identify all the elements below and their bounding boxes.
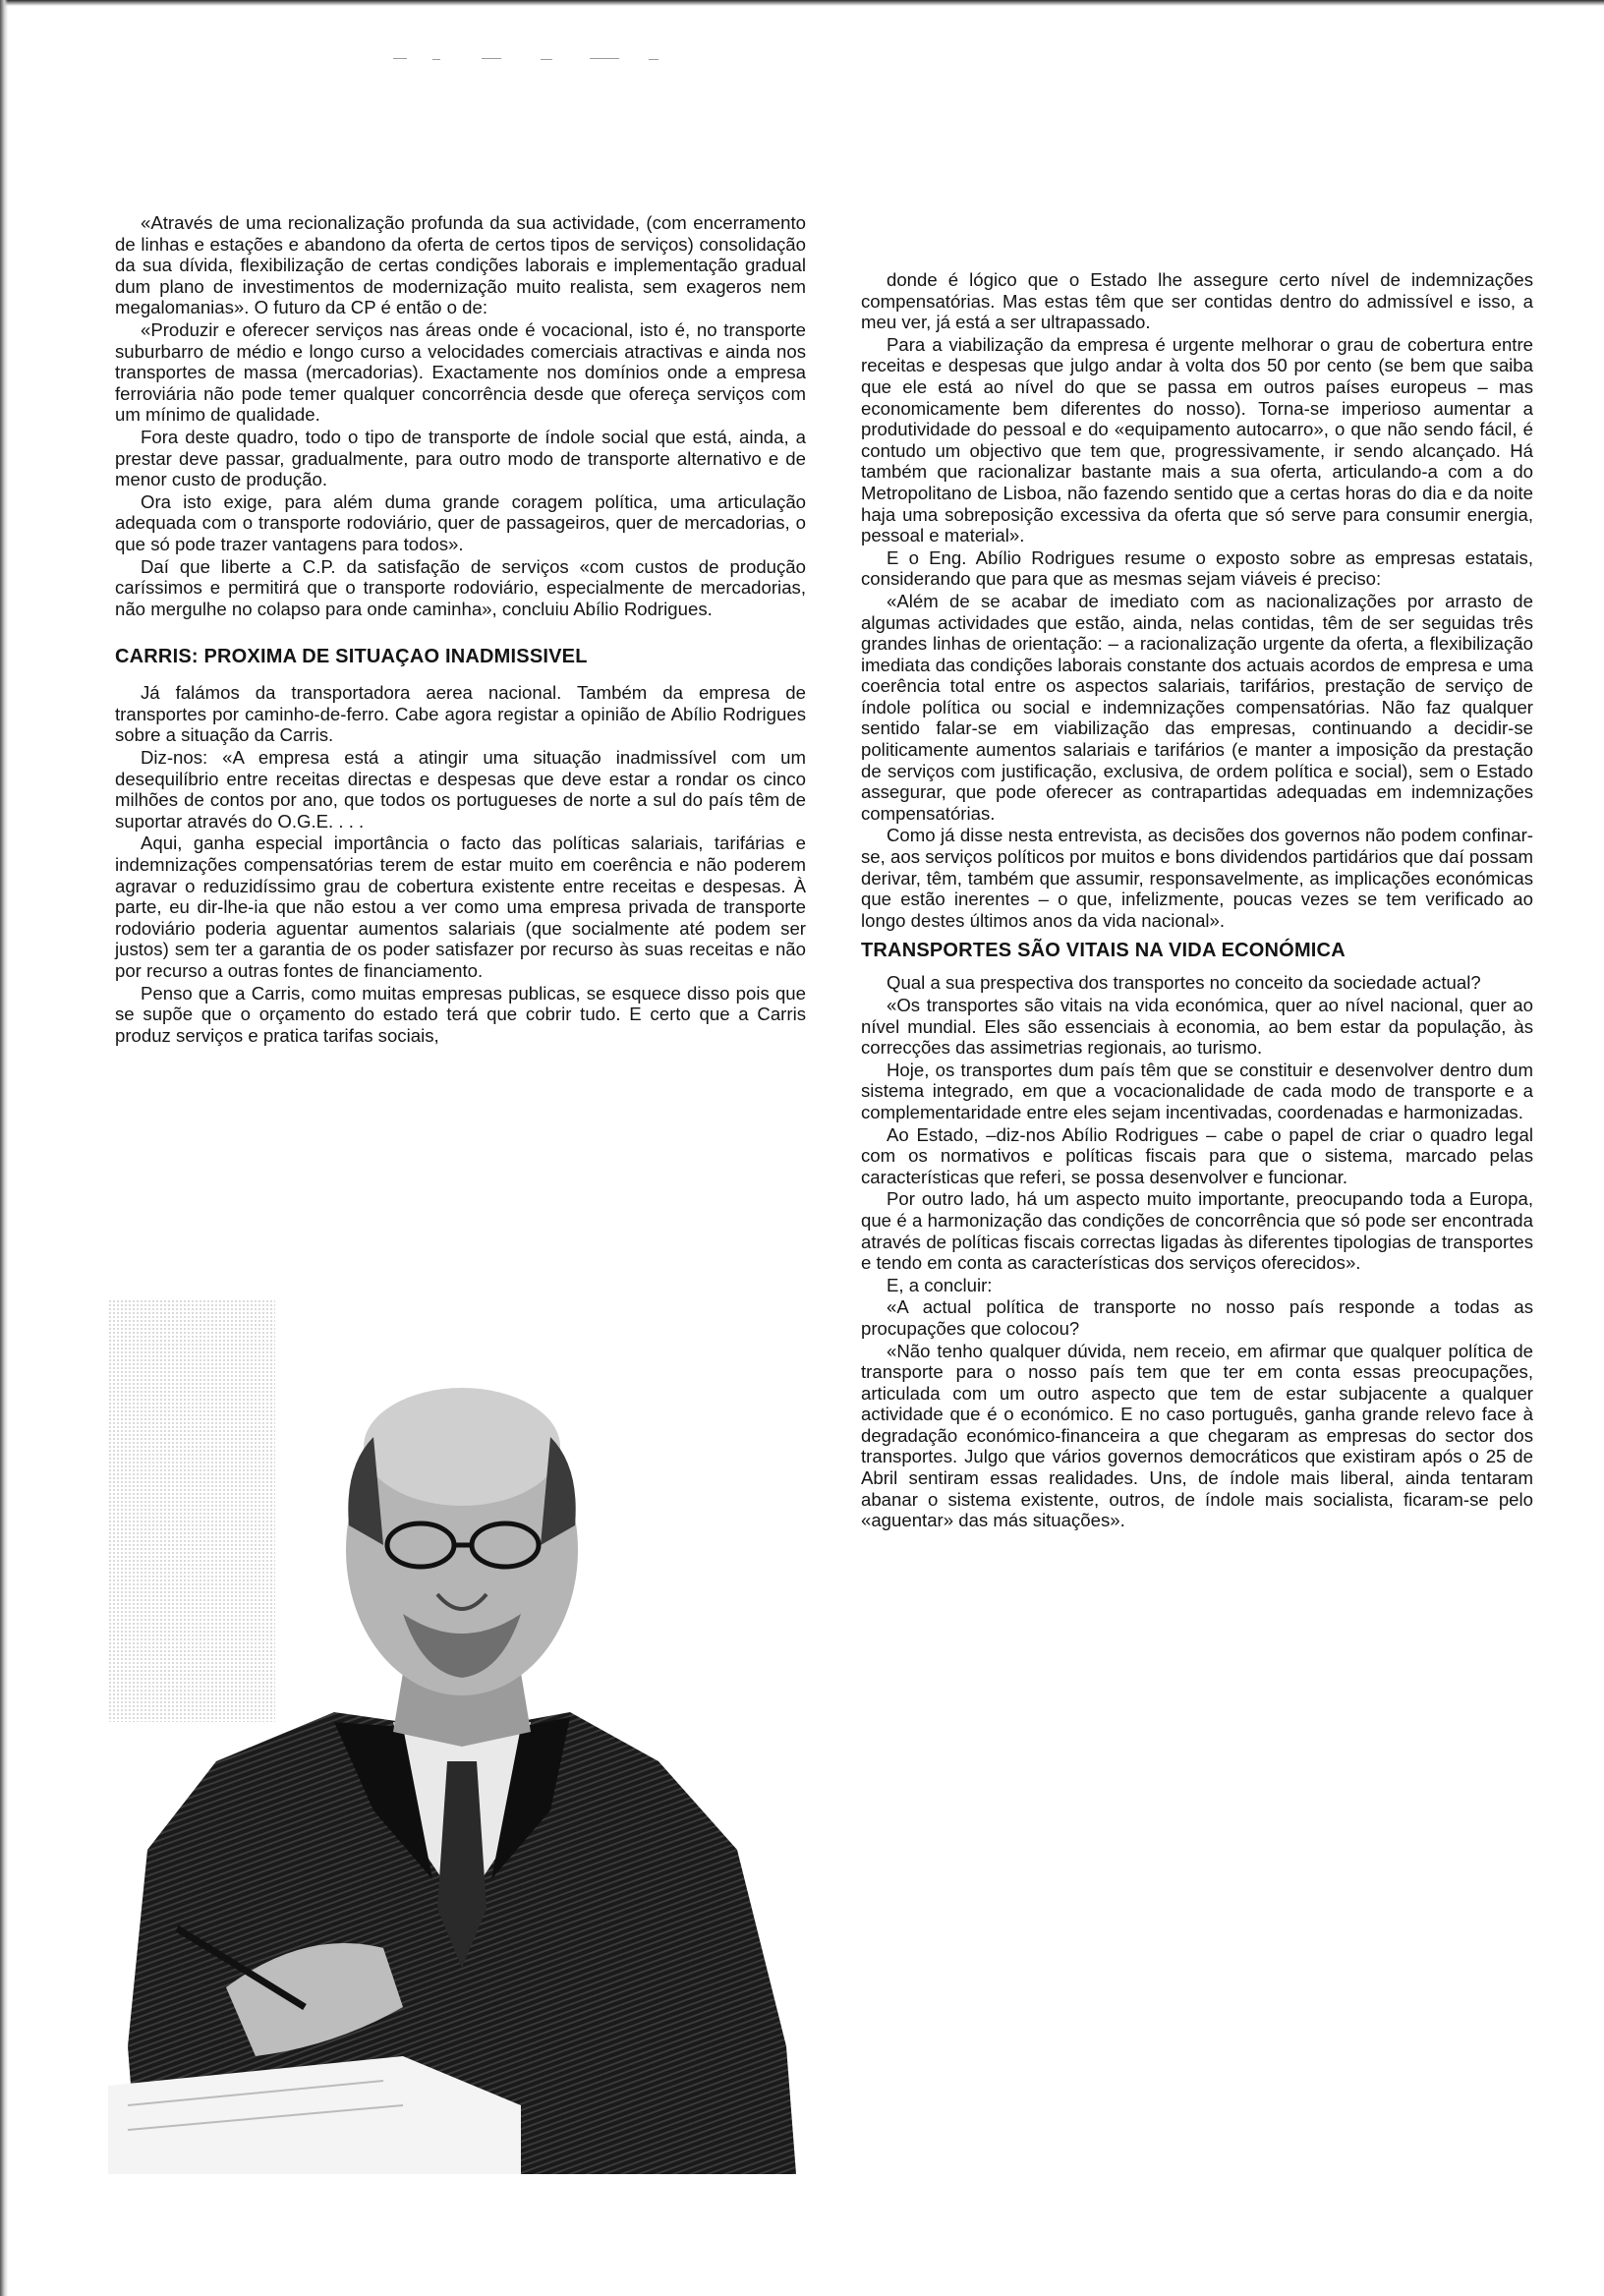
paragraph: Para a viabilização da empresa é urgente melhorar o grau de cobertura entre receitas e despesas que julgo andar à volta dos 50 por cento (se bem que saiba que ele está ao nível do que se passa em outros países europeus – mas economicamente bem diferentes do nosso). Torna-se imperioso aumentar a produtividade do pessoal e do «equipamento autocarro», o que não sendo fácil, é contudo um objectivo que tem que, progressivamente, ir sendo alcançado. Há também que racionalizar bastante mais a sua oferta, articulando-a com a do Metropolitano de Lisboa, não fazendo sentido que a certas horas do dia e da noite haja uma sobreposição excessiva da oferta que só serve para consumir energia, pessoal e material». bbox=[861, 333, 1533, 546]
paragraph: Diz-nos: «A empresa está a atingir uma situação inadmissível com um desequilíbrio entre receitas directas e despesas que deve estar a rondar os cinco milhões de contos por ano, que todos os portugueses de norte a sul do país têm de suportar através do O.G.E. . . . bbox=[115, 747, 806, 832]
section-heading-carris: CARRIS: PROXIMA DE SITUAÇAO INADMISSIVEL bbox=[115, 646, 588, 668]
paragraph: E o Eng. Abílio Rodrigues resume o exposto sobre as empresas estatais, considerando que para que as mesmas sejam viáveis é preciso: bbox=[861, 546, 1533, 590]
paragraph: Fora deste quadro, todo o tipo de transporte de índole social que está, ainda, a prestar deve passar, gradualmente, para outro modo de transporte alternativo e de menor custo de produção. bbox=[115, 426, 806, 490]
paragraph: Como já disse nesta entrevista, as decisões dos governos não podem confinar-se, aos serviços políticos por muitos e bons dividendos partidários que daí possam derivar, têm, também que assumir, responsavelmente, as implicações económicas que estão inerentes – o que, infelizmente, poucas vezes se tem verificado ao longo destes últimos anos da vida nacional». bbox=[861, 825, 1533, 931]
paragraph: Hoje, os transportes dum país têm que se constituir e desenvolver dentro dum sistema integrado, em que a vocacionalidade de cada modo de transporte e a complementaridade entre eles sejam incentivadas, coordenadas e harmonizadas. bbox=[861, 1059, 1533, 1122]
page-edge-top bbox=[0, 0, 1604, 6]
paragraph: E, a concluir: bbox=[887, 1274, 993, 1295]
paragraph: «Os transportes são vitais na vida económica, quer ao nível nacional, quer ao nível mundial. Eles são essenciais à economia, ao bem estar da população, às correcções das assimetrias regionais, ao turismo. bbox=[861, 995, 1533, 1059]
paragraph: «A actual política de transporte no nosso país responde a todas as procupações que colocou? bbox=[861, 1296, 1533, 1339]
paragraph: «Produzir e oferecer serviços nas áreas onde é vocacional, isto é, no transporte suburbarro de médio e longo curso a velocidades comerciais atractivas e ainda nos transportes de massa (mercadorias). Exactamente nos domínios onde a empresa ferroviária não pode temer qualquer concorrência desde que ofereça serviços com um mínimo de qualidade. bbox=[115, 318, 806, 426]
paragraph: donde é lógico que o Estado lhe assegure certo nível de indemnizações compensatórias. Mas estas têm que ser contidas dentro do admissível e isso, a meu ver, já está a ser ultrapassado. bbox=[861, 269, 1533, 333]
print-speckle bbox=[393, 55, 688, 63]
paragraph: «Além de se acabar de imediato com as nacionalizações por arrasto de algumas actividades que estão, ainda, nelas contidas, têm de ser seguidas três grandes linhas de orientação: – a racionalização urgente da oferta, a flexibilização imediata das condições laborais constante dos actuais acordos de empresa e uma coerência total entre os aspectos salariais, tarifários, prestação de serviço de índole política ou social e indemnizações compensatórias. Não faz qualquer sentido falar-se em viabilização das empresas, continuando a decidir-se politicamente aumentos salariais e tarifários (e manter a imposição da prestação de serviços com justificação, exclusiva, de ordem política e social), sem o Estado assegurar, que pode oferecer as contrapartidas adequadas em indemnizações compensatórias. bbox=[861, 590, 1533, 824]
paragraph: Já falámos da transportadora aerea nacional. Também da empresa de transportes por caminho-de-ferro. Cabe agora registar a opinião de Abílio Rodrigues sobre a situação da Carris. bbox=[115, 682, 806, 746]
paragraph: «Através de uma recionalização profunda da sua actividade, (com encerramento de linhas e estações e abandono da oferta de certos tipos de serviços) consolidação da sua dívida, flexibilização de certas condições laborais e implementação gradual dum plano de investimentos de modernização muito realista, sem exageros nem megalomanias». O futuro da CP é então o de: bbox=[115, 212, 806, 318]
paragraph: Qual a sua prespectiva dos transportes no conceito da sociedade actual? bbox=[887, 972, 1481, 994]
portrait-illustration bbox=[108, 1299, 808, 2174]
paragraph: Ora isto exige, para além duma grande coragem política, uma articulação adequada com o transporte rodoviário, quer de passageiros, quer de mercadorias, o que só pode trazer vantagens para todos». bbox=[115, 490, 806, 554]
right-column bbox=[861, 269, 1533, 1531]
paragraph: Por outro lado, há um aspecto muito importante, preocupando toda a Europa, que é a harmonização das condições de concorrência que só pode ser encontrada através de políticas fiscais correctas ligadas às diferentes tipologias de transportes e tendo em conta as características dos serviços oferecidos». bbox=[861, 1188, 1533, 1274]
paragraph: Ao Estado, –diz-nos Abílio Rodrigues – cabe o papel de criar o quadro legal com os normativos e políticas fiscais para que o sistema, marcado pelas características que referi, se possa desenvolver e funcionar. bbox=[861, 1123, 1533, 1187]
portrait-photo bbox=[108, 1299, 808, 2174]
section-heading-transportes: TRANSPORTES SÃO VITAIS NA VIDA ECONÓMICA bbox=[861, 940, 1346, 962]
page-edge-left bbox=[0, 0, 8, 2296]
left-column bbox=[115, 212, 806, 1046]
paragraph: «Não tenho qualquer dúvida, nem receio, em afirmar que qualquer política de transporte para o nosso país tem que ter em conta essas preocupações, articulada com um outro aspecto que tem de estar subjacente a qualquer actividade que é o económico. E no caso português, ganha grande relevo face à degradação económico-financeira a que chegaram as empresas do sector dos transportes. Julgo que vários governos democráticos que existiram após o 25 de Abril sentiram essas realidades. Uns, de índole mais liberal, ainda tentaram abanar o sistema existente, outros, de índole mais socialista, ficaram-se pelo «aguentar» das más situações». bbox=[861, 1340, 1533, 1531]
paragraph: Daí que liberte a C.P. da satisfação de serviços «com custos de produção caríssimos e permitirá que o transporte rodoviário, especialmente de mercadorias, não mergulhe no colapso para onde caminha», concluiu Abílio Rodrigues. bbox=[115, 555, 806, 619]
paragraph: Aqui, ganha especial importância o facto das políticas salariais, tarifárias e indemnizações compensatórias terem de estar muito em coerência e não poderem agravar o reduzidíssimo grau de cobertura existente entre receitas e despesas. À parte, eu dir-lhe-ia que não estou a ver como uma empresa privada de transporte rodoviário poderia aguentar aumentos salariais (que socialmente até podem ser justos) sem ter a garantia de os poder satisfazer por recurso às suas receitas e não por recurso a outras fontes de financiamento. bbox=[115, 832, 806, 981]
paragraph: Penso que a Carris, como muitas empresas publicas, se esquece disso pois que se supõe que o orçamento do estado terá que cobrir tudo. E certo que a Carris produz serviços e pratica tarifas sociais, bbox=[115, 982, 806, 1046]
